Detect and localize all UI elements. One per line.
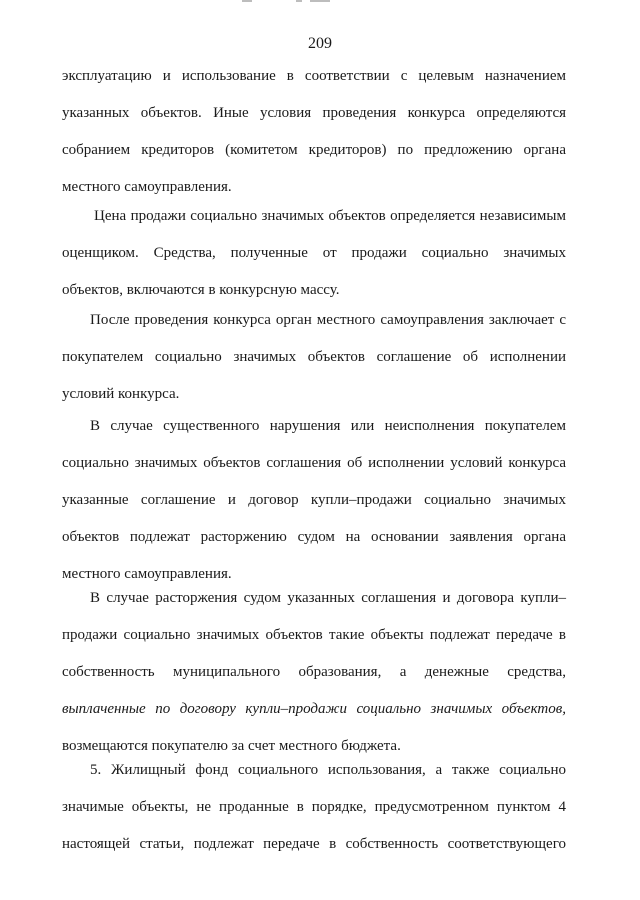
- paragraph-line: продажи социально значимых объектов такие объекты подлежат передаче в: [62, 627, 566, 643]
- paragraph-line: объектов, включаются в конкурсную массу.: [62, 282, 340, 298]
- paragraph-line: возмещаются покупателю за счет местного бюджета.: [62, 738, 401, 754]
- paragraph-line: оценщиком. Средства, полученные от продажи социально значимых: [62, 245, 566, 261]
- paragraph-5: [62, 588, 566, 773]
- paragraph-line: настоящей статьи, подлежат передаче в собственность соответствующего: [62, 836, 566, 852]
- paragraph-line: В случае расторжения судом указанных соглашения и договора купли–: [90, 590, 566, 606]
- paragraph-4: [62, 416, 566, 601]
- paragraph-line: местного самоуправления.: [62, 566, 232, 582]
- paragraph-line: выплаченные по договору купли–продажи социально значимых объектов,: [62, 701, 566, 717]
- page-number: 209: [308, 35, 332, 52]
- paragraph-line: собственность муниципального образования, а денежные средства,: [62, 664, 566, 680]
- paragraph-line: условий конкурса.: [62, 386, 180, 402]
- paragraph-line: местного самоуправления.: [62, 179, 232, 195]
- paragraph-2: [62, 206, 566, 317]
- paragraph-line: указанных объектов. Иные условия проведения конкурса определяются: [62, 105, 566, 121]
- paragraph-1: [62, 66, 566, 214]
- paragraph-line: социально значимых объектов соглашения об исполнении условий конкурса: [62, 455, 566, 471]
- paragraph-3: [62, 310, 566, 421]
- paragraph-line: объектов подлежат расторжению судом на основании заявления органа: [62, 529, 566, 545]
- paragraph-line: 5. Жилищный фонд социального использования, а также социально: [90, 762, 566, 778]
- paragraph-line: После проведения конкурса орган местного самоуправления заключает с: [90, 312, 566, 328]
- paragraph-line: значимые объекты, не проданные в порядке, предусмотренном пунктом 4: [62, 799, 566, 815]
- paragraph-line: Цена продажи социально значимых объектов определяется независимым: [94, 208, 566, 224]
- paragraph-line: эксплуатацию и использование в соответствии с целевым назначением: [62, 68, 566, 84]
- paragraph-line: указанные соглашение и договор купли–продажи социально значимых: [62, 492, 566, 508]
- paragraph-6: [62, 760, 566, 871]
- scan-artifact-marks: [236, 0, 356, 6]
- paragraph-line: собранием кредиторов (комитетом кредиторов) по предложению органа: [62, 142, 566, 158]
- paragraph-line: покупателем социально значимых объектов соглашение об исполнении: [62, 349, 566, 365]
- paragraph-line: В случае существенного нарушения или неисполнения покупателем: [90, 418, 566, 434]
